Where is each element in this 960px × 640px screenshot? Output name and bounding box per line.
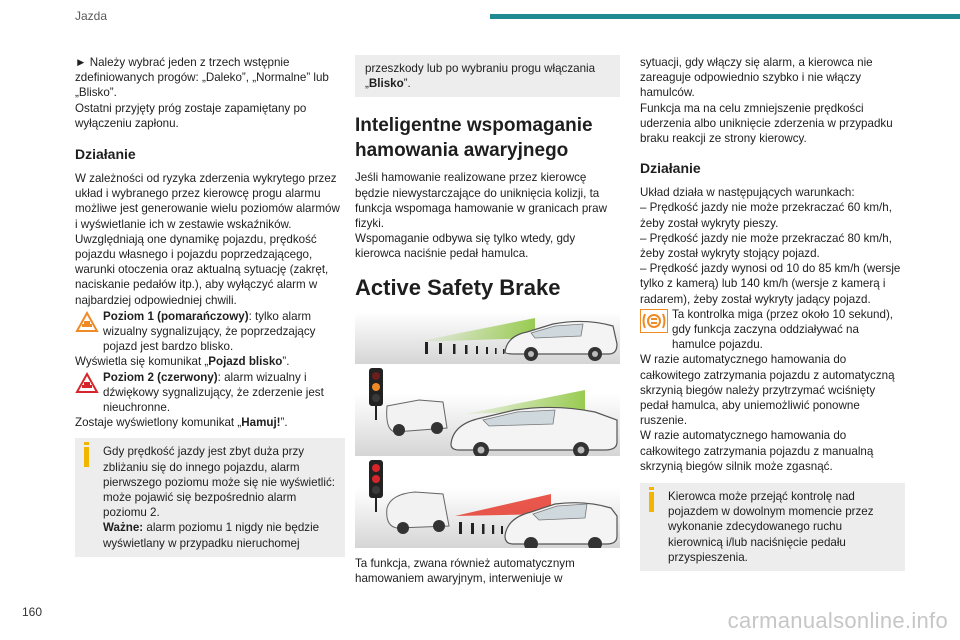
illustration-braking [355,458,620,548]
info-note [75,438,345,556]
illustration-alert [355,366,620,456]
heading-dzialanie: Działanie [75,146,136,163]
column-2 [355,55,620,586]
level1-message: Wyświetla się komunikat „Pojazd blisko”. [75,355,290,369]
info-icon [649,492,654,512]
lamp-description: Ta kontrolka miga (przez około 10 sekund), gdy funkcja zaczyna oddziaływać na hamulce pojazdu. [672,307,894,352]
column-3 [640,55,905,571]
paragraph: Ta funkcja, zwana również automatycznym hamowaniem awaryjnym, interweniuje w [355,556,575,585]
paragraph: Uwzględniają one dynamikę pojazdu, prędkość pojazdu własnego i pojazdu poprzedzającego, warunki otoczenia oraz aktualną sytuację (zakręt, naciskanie pedałów itp.), aby wyłączyć alarm w najbardziej odpowiedniej chwili. [75,232,329,307]
level2-message: Zostaje wyświetlony komunikat „Hamuj!”. [75,416,288,430]
heading-active-safety-brake: Active Safety Brake [355,274,561,300]
level1-block [75,309,345,355]
paragraph: Jeśli hamowanie realizowane przez kierowcę będzie niewystarczające do uniknięcia kolizji, ta funkcja wspomaga hamowanie w granicach praw fizyki. [355,171,607,231]
level1-text: : tylko alarm wizualny sygnalizujący, że poprzedzający pojazd jest bardzo blisko. [103,309,316,354]
note-text: Kierowca może przejąć kontrolę nad pojazdem w dowolnym momencie przez wykonanie zdecydowanego ruchu kierownicą i/lub naciśnięcie pedału przyspieszenia. [668,490,874,564]
paragraph: W zależności od ryzyka zderzenia wykrytego przez układ i wybranego przez kierowcę progu alarmu możliwe jest generowanie wielu poziomów alarmów i wyświetlanie ich w zestawie wskaźników. [75,172,340,231]
heading-dzialanie: Działanie [640,160,701,177]
level2-text: : alarm wizualny i dźwiękowy sygnalizujący, że zderzenie jest nieuchronne. [103,370,324,415]
paragraph: sytuacji, gdy włączy się alarm, a kierowca nie zareaguje odpowiednio szybko i nie włączy hamulców. [640,56,873,100]
level2-block [75,370,345,416]
warning-triangle-orange-icon [75,311,99,333]
page-number: 160 [22,605,43,619]
warning-triangle-red-icon [75,372,99,394]
paragraph: Wspomaganie odbywa się tylko wtedy, gdy kierowca naciśnie pedał hamulca. [355,232,576,261]
note-text: Gdy prędkość jazdy jest zbyt duża przy zbliżaniu się do innego pojazdu, alarm pierwszego poziomu może się nie wyświetlić: może pojawić się bezpośrednio alarm poziomu 2. [103,445,335,520]
note-text: przeszkody lub po wybraniu progu włączania „Blisko”. [365,62,596,91]
info-icon [84,447,89,467]
condition-item: – Prędkość jazdy nie może przekraczać 60 km/h, żeby został wykryty pieszy. [640,201,892,230]
paragraph: W razie automatycznego hamowania do całkowitego zatrzymania pojazdu z manualną skrzynią biegów silnik może zgasnąć. [640,429,874,473]
level2-title: Poziom 2 (czerwony) [103,370,218,384]
column-1 [75,55,345,557]
note-important: Ważne: alarm poziomu 1 nigdy nie będzie wyświetlany w przypadku nieruchomej [103,521,320,550]
paragraph: Funkcja ma na celu zmniejszenie prędkości uderzenia albo uniknięcie zderzenia w przypadku braku reakcji ze strony kierowcy. [640,101,893,146]
watermark: carmanualsonline.info [727,608,948,633]
brake-warning-lamp-icon [640,309,668,333]
section-title: Jazda [75,9,108,23]
illustration-approach [355,312,620,364]
intro-instruction: ► Należy wybrać jeden z trzech wstępnie zdefiniowanych progów: „Daleko”, „Normalne” lub „Blisko”. [75,56,329,100]
warning-lamp-block [640,307,905,353]
header-accent-bar [490,14,960,19]
info-note-continued [355,55,620,97]
condition-item: – Prędkość jazdy wynosi od 10 do 85 km/h (wersje tylko z kamerą) lub 140 km/h (wersje z kamerą i radarem), żeby został wykryty jadący pojazd. [640,262,901,306]
conditions-intro: Układ działa w następujących warunkach: [640,186,855,200]
level1-title: Poziom 1 (pomarańczowy) [103,309,249,323]
intro-note: Ostatni przyjęty próg zostaje zapamiętany po wyłączeniu zapłonu. [75,101,307,130]
heading-emergency-brake-assist: Inteligentne wspomaganie hamowania awaryjnego [355,115,593,162]
info-note [640,483,905,571]
condition-item: – Prędkość jazdy nie może przekraczać 80 km/h, żeby został wykryty stojący pojazd. [640,231,892,261]
paragraph: W razie automatycznego hamowania do całkowitego zatrzymania pojazdu z automatyczną skrzynią biegów należy przytrzymać wciśnięty pedał hamulca, aby uniemożliwić ponowne ruszenie. [640,353,895,428]
